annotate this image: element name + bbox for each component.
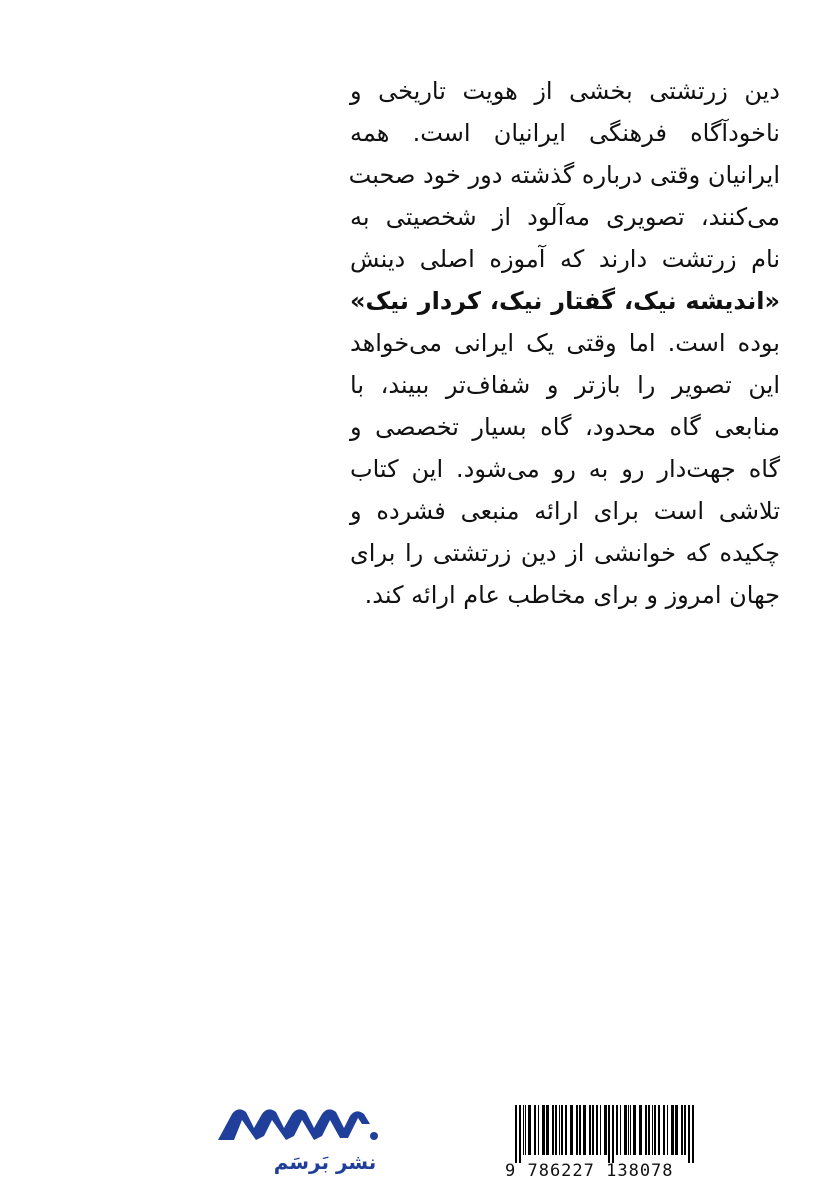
- barcode-bar: [654, 1105, 656, 1155]
- barcode-bar: [658, 1105, 660, 1155]
- barcode-bar: [546, 1105, 549, 1155]
- barcode-bar: [639, 1105, 642, 1155]
- back-cover-blurb: [350, 70, 780, 616]
- barcode-bar: [589, 1105, 591, 1155]
- barcode-bar: [667, 1105, 668, 1155]
- barcode-bar: [645, 1105, 647, 1155]
- barcode-bar: [534, 1105, 536, 1155]
- barcode-bar: [612, 1105, 614, 1163]
- barcode-bar: [624, 1105, 627, 1155]
- barcode-bar: [579, 1105, 581, 1155]
- blurb-line: دین زرتشتی بخشی از هویت تاریخی و: [350, 77, 780, 105]
- blurb-line: چکیده که خوانشی از دین زرتشتی را برای: [350, 539, 780, 567]
- blurb-line: این تصویر را بازتر و شفاف‌تر ببیند، با: [350, 371, 780, 399]
- barcode-bar: [692, 1105, 694, 1163]
- barcode-bar: [681, 1105, 683, 1155]
- barcode-bar: [528, 1105, 531, 1155]
- barcode-bar: [663, 1105, 665, 1155]
- blurb-line: بوده است. اما وقتی یک ایرانی می‌خواهد: [350, 329, 780, 357]
- publisher-name: نشر بَرسَم: [273, 1150, 377, 1174]
- barcode-bar: [565, 1105, 567, 1155]
- barcode-bar: [523, 1105, 524, 1155]
- blurb-line: منابعی گاه محدود، گاه بسیار تخصصی و: [350, 413, 780, 441]
- blurb-line: ایرانیان وقتی درباره گذشته دور خود صحبت: [348, 161, 780, 189]
- barcode-bar: [684, 1105, 686, 1155]
- barcode-bar: [671, 1105, 674, 1155]
- barcode-bar: [570, 1105, 573, 1155]
- barcode-bar: [633, 1105, 636, 1155]
- barcode-bar: [604, 1105, 607, 1155]
- publisher-logo: [210, 1100, 380, 1180]
- blurb-line: گاه جهت‌دار رو به رو می‌شود. این کتاب: [350, 455, 780, 483]
- barcode-bar: [628, 1105, 629, 1155]
- barcode-bar: [648, 1105, 650, 1155]
- blurb-line: ناخودآگاه فرهنگی ایرانیان است. همه: [350, 119, 780, 147]
- barcode-bar: [538, 1105, 539, 1155]
- blurb-motto-line: «اندیشه نیک، گفتار نیک، کردار نیک»: [350, 287, 780, 315]
- barcode-bar: [515, 1105, 517, 1163]
- barcode-bar: [576, 1105, 578, 1155]
- barcode-bar: [596, 1105, 598, 1155]
- barcode-bars: [505, 1105, 775, 1163]
- blurb-line: می‌کنند، تصویری مه‌آلود از شخصیتی به: [350, 203, 780, 231]
- barcode-bar: [561, 1105, 563, 1155]
- barcode-bar: [620, 1105, 621, 1155]
- barcode-bar: [616, 1105, 618, 1155]
- barcode-bar: [675, 1105, 678, 1155]
- barcode-bar: [542, 1105, 545, 1155]
- blurb-line: تلاشی است برای ارائه منبعی فشرده و: [350, 497, 780, 525]
- barcode-bar: [630, 1105, 631, 1155]
- barcode-bar: [525, 1105, 526, 1155]
- barcode-bar: [608, 1105, 610, 1163]
- barcode-bar: [559, 1105, 560, 1155]
- barcode-bar: [592, 1105, 594, 1155]
- barcode-bar: [600, 1105, 601, 1155]
- barcode-bar: [688, 1105, 690, 1163]
- blurb-line: نام زرتشت دارند که آموزه اصلی دینش: [350, 245, 780, 273]
- barcode-bar: [555, 1105, 557, 1155]
- publisher-wave-icon: [210, 1100, 380, 1150]
- barcode-bar: [552, 1105, 554, 1155]
- isbn-digits: 9 786227 138078: [505, 1161, 674, 1181]
- barcode-bar: [652, 1105, 653, 1155]
- isbn-barcode: [505, 1105, 775, 1185]
- barcode-bar: [583, 1105, 586, 1155]
- barcode-bar: [519, 1105, 521, 1163]
- blurb-line: جهان امروز و برای مخاطب عام ارائه کند.: [364, 581, 780, 609]
